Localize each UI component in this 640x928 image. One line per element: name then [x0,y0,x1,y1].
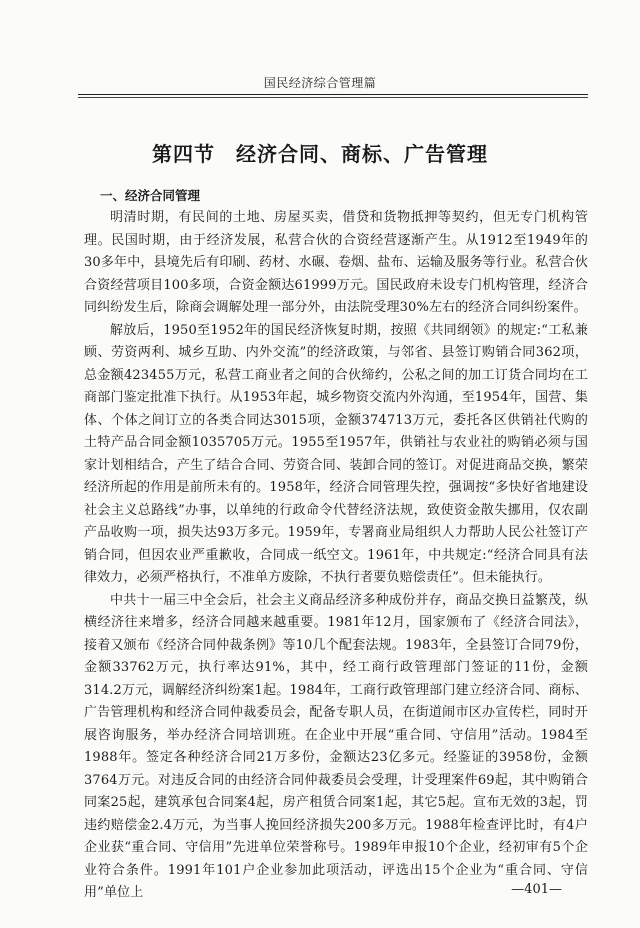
subsection-heading: 一、经济合同管理 [100,188,201,203]
body-text [84,207,588,905]
running-header: 国民经济综合管理篇 [263,76,377,90]
page-number: —401— [511,882,562,897]
paragraph: 明清时期，有民间的土地、房屋买卖，借贷和货物抵押等契约，但无专门机构管理。民国时期，由于经济发展，私营合伙的合资经营逐渐产生。从1912至1949年的30多年中，县境先后有印刷、药材、水碾、卷烟、盐布、运输及服务等行业。私营合伙合资经营项目100多项，合资金额达61999万元。国民政府未设专门机构管理，经济合同纠纷发生后，除商会调解处理一部分外，由法院受理30%左右的经济合同纠纷案件。 [84,210,588,315]
header-rule [78,94,588,95]
header-rule-double [78,97,588,98]
paragraph: 中共十一届三中全会后，社会主义商品经济多种成份并存，商品交换日益繁茂，纵横经济往来增多，经济合同越来越重要。1981年12月，国家颁布了《经济合同法》，接着又颁布《经济合同仲裁条例》等10几个配套法规。1983年，全县签订合同79份，金额33762万元，执行率达91%，其中，经工商行政管理部门签证的11份，金额314.2万元，调解经济纠纷案1起。1984年，工商行政管理部门建立经济合同、商标、广告管理机构和经济合同仲裁委员会，配备专职人员，在街道闹市区办宣传栏，同时开展咨询服务，举办经济合同培训班。在企业中开展“重合同、守信用”活动。1984至1988年。签定各种经济合同21万多份，金额达23亿多元。经鉴证的3958份，金额3764万元。对违反合同的由经济合同仲裁委员会受理，计受理案件69起，其中购销合同案25起，建筑承包合同案4起，房产租赁合同案1起，其它5起。宣布无效的3起，罚违约赔偿金2.4万元，为当事人挽回经济损失200多万元。1988年检查评比时，有4户企业获“重合同、守信用”先进单位荣誉称号。1989年申报10个企业，经初审有5个企业符合条件。1991年101户企业参加此项活动，评选出15个企业为“重合同、守信用”单位上 [84,592,588,900]
paragraph: 解放后，1950至1952年的国民经济恢复时期，按照《共同纲领》的规定:“工私兼顾、劳资两利、城乡互助、内外交流”的经济政策，与邻省、县签订购销合同362项，总金额423455万元，私营工商业者之间的合伙缔约，公私之间的加工订货合同均在工商部门鉴定批准下执行。从1953年起，城乡物资交流内外沟通，至1954年，国营、集体、个体之间订立的各类合同达3015项，金额374713万元，委托各区供销社代购的土特产品合同金额1035705万元。1955至1957年，供销社与农业社的购销必须与国家计划相结合，产生了结合合同、劳资合同、装卸合同的签订。对促进商品交换，繁荣经济所起的作用是前所未有的。1958年，经济合同管理失控，强调按“多快好省地建设社会主义总路线”办事，以单纯的行政命令代替经济法规，致使资金散失挪用，仅农副产品收购一项，损失达93万多元。1959年，专署商业局组织人力帮助人民公社签订产销合同，但因农业严重歉收，合同成一纸空文。1961年，中共规定:“经济合同具有法律效力，必须严格执行，不准单方废除，不执行者要负赔偿责任”。但未能执行。 [84,322,588,585]
section-title: 第四节 经济合同、商标、广告管理 [152,142,488,166]
